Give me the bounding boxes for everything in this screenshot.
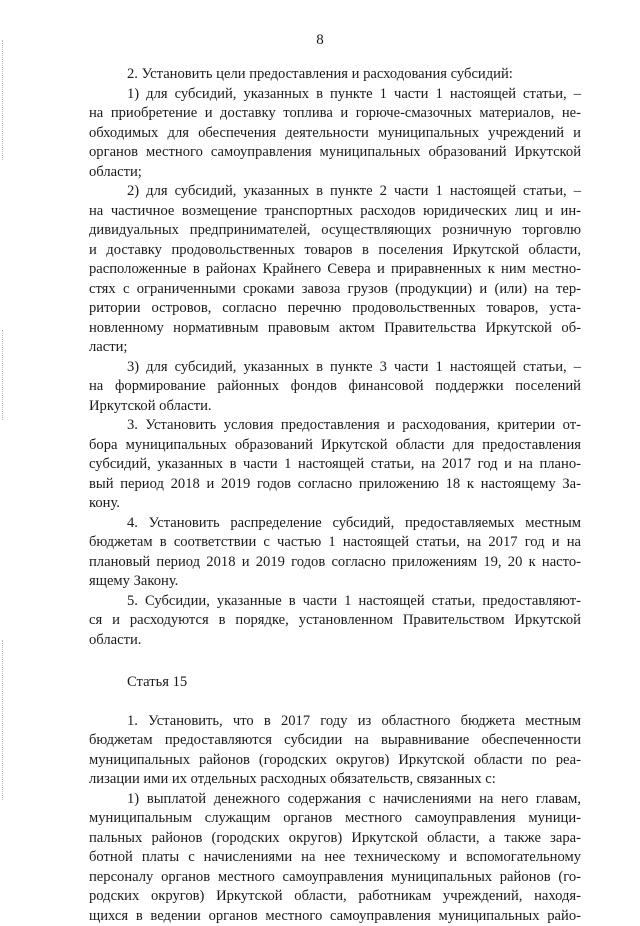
text-line: расположенные в районах Крайнего Севера и приравненных к ним местно- <box>89 260 581 280</box>
article-heading: Статья 15 <box>89 673 581 693</box>
text-line: на формирование районных фондов финансовой поддержки поселений <box>89 377 581 397</box>
text-line: лизации ими их отдельных расходных обязательств, связанных с: <box>89 770 581 790</box>
text-line: щихся в ведении органов местного самоуправления муниципальных райо- <box>89 907 581 926</box>
text-line: 3. Установить условия предоставления и расходования, критерии от- <box>89 416 581 436</box>
text-line: ящему Закону. <box>89 572 581 592</box>
text-line: на частичное возмещение транспортных расходов юридических лиц и ин- <box>89 202 581 222</box>
text-line: 2. Установить цели предоставления и расходования субсидий: <box>89 65 581 85</box>
scan-edge-mark <box>2 40 6 160</box>
paragraph <box>89 416 581 514</box>
text-line: новленному нормативным правовым актом Правительства Иркутской об- <box>89 319 581 339</box>
text-line: бюджетам предоставляются субсидии на выравнивание обеспеченности <box>89 731 581 751</box>
paragraph <box>89 790 581 926</box>
text-line: ботной платы с начислениями на нее техническому и вспомогательному <box>89 848 581 868</box>
text-line: дивидуальных предпринимателей, осуществляющих розничную торговлю <box>89 221 581 241</box>
page-number: 8 <box>0 31 640 49</box>
text-line: 3) для субсидий, указанных в пункте 3 части 1 настоящей статьи, – <box>89 358 581 378</box>
text-line: пальных районов (городских округов) Иркутской области, а также зара- <box>89 829 581 849</box>
document-body <box>89 65 581 926</box>
text-line: 1) для субсидий, указанных в пункте 1 части 1 настоящей статьи, – <box>89 85 581 105</box>
text-line: 1) выплатой денежного содержания с начислениями на него главам, <box>89 790 581 810</box>
paragraph <box>89 182 581 358</box>
scan-edge-mark <box>2 640 6 800</box>
text-line: бора муниципальных образований Иркутской области для предоставления <box>89 436 581 456</box>
text-line: бюджетам в соответствии с частью 1 настоящей статьи, на 2017 год и на <box>89 533 581 553</box>
text-line: вый период 2018 и 2019 годов согласно приложению 18 к настоящему За- <box>89 475 581 495</box>
text-line: области. <box>89 631 581 651</box>
text-line: Иркутской области. <box>89 397 581 417</box>
text-line: кону. <box>89 494 581 514</box>
text-line: плановый период 2018 и 2019 годов согласно приложениям 19, 20 к насто- <box>89 553 581 573</box>
article-14-continuation <box>89 65 581 650</box>
text-line: стях с ограниченными сроками завоза грузов (продукции) и (или) на тер- <box>89 280 581 300</box>
text-line: родских округов) Иркутской области, работникам учреждений, находя- <box>89 887 581 907</box>
text-line: субсидий, указанных в части 1 настоящей статьи, на 2017 год и на плано- <box>89 455 581 475</box>
text-line: органов местного самоуправления муниципальных образований Иркутской <box>89 143 581 163</box>
paragraph <box>89 592 581 651</box>
text-line: ритории островов, согласно перечню продовольственных товаров, уста- <box>89 299 581 319</box>
paragraph <box>89 358 581 417</box>
text-line: и доставку продовольственных товаров в поселения Иркутской области, <box>89 241 581 261</box>
paragraph <box>89 85 581 183</box>
text-line: обходимых для обеспечения деятельности муниципальных учреждений и <box>89 124 581 144</box>
text-line: муниципальным служащим органов местного самоуправления муници- <box>89 809 581 829</box>
text-line: 2) для субсидий, указанных в пункте 2 части 1 настоящей статьи, – <box>89 182 581 202</box>
text-line: области; <box>89 163 581 183</box>
text-line: 4. Установить распределение субсидий, предоставляемых местным <box>89 514 581 534</box>
article-15-body <box>89 712 581 926</box>
text-line: 1. Установить, что в 2017 году из областного бюджета местным <box>89 712 581 732</box>
text-line: ся и расходуются в порядке, установленном Правительством Иркутской <box>89 611 581 631</box>
scan-edge-mark <box>2 330 6 420</box>
paragraph <box>89 712 581 790</box>
text-line: персоналу органов местного самоуправления муниципальных районов (го- <box>89 868 581 888</box>
text-line: муниципальных районов (городских округов) Иркутской области по реа- <box>89 751 581 771</box>
text-line: на приобретение и доставку топлива и горюче-смазочных материалов, не- <box>89 104 581 124</box>
paragraph <box>89 514 581 592</box>
text-line: ласти; <box>89 338 581 358</box>
text-line: 5. Субсидии, указанные в части 1 настоящей статьи, предоставляют- <box>89 592 581 612</box>
paragraph <box>89 65 581 85</box>
